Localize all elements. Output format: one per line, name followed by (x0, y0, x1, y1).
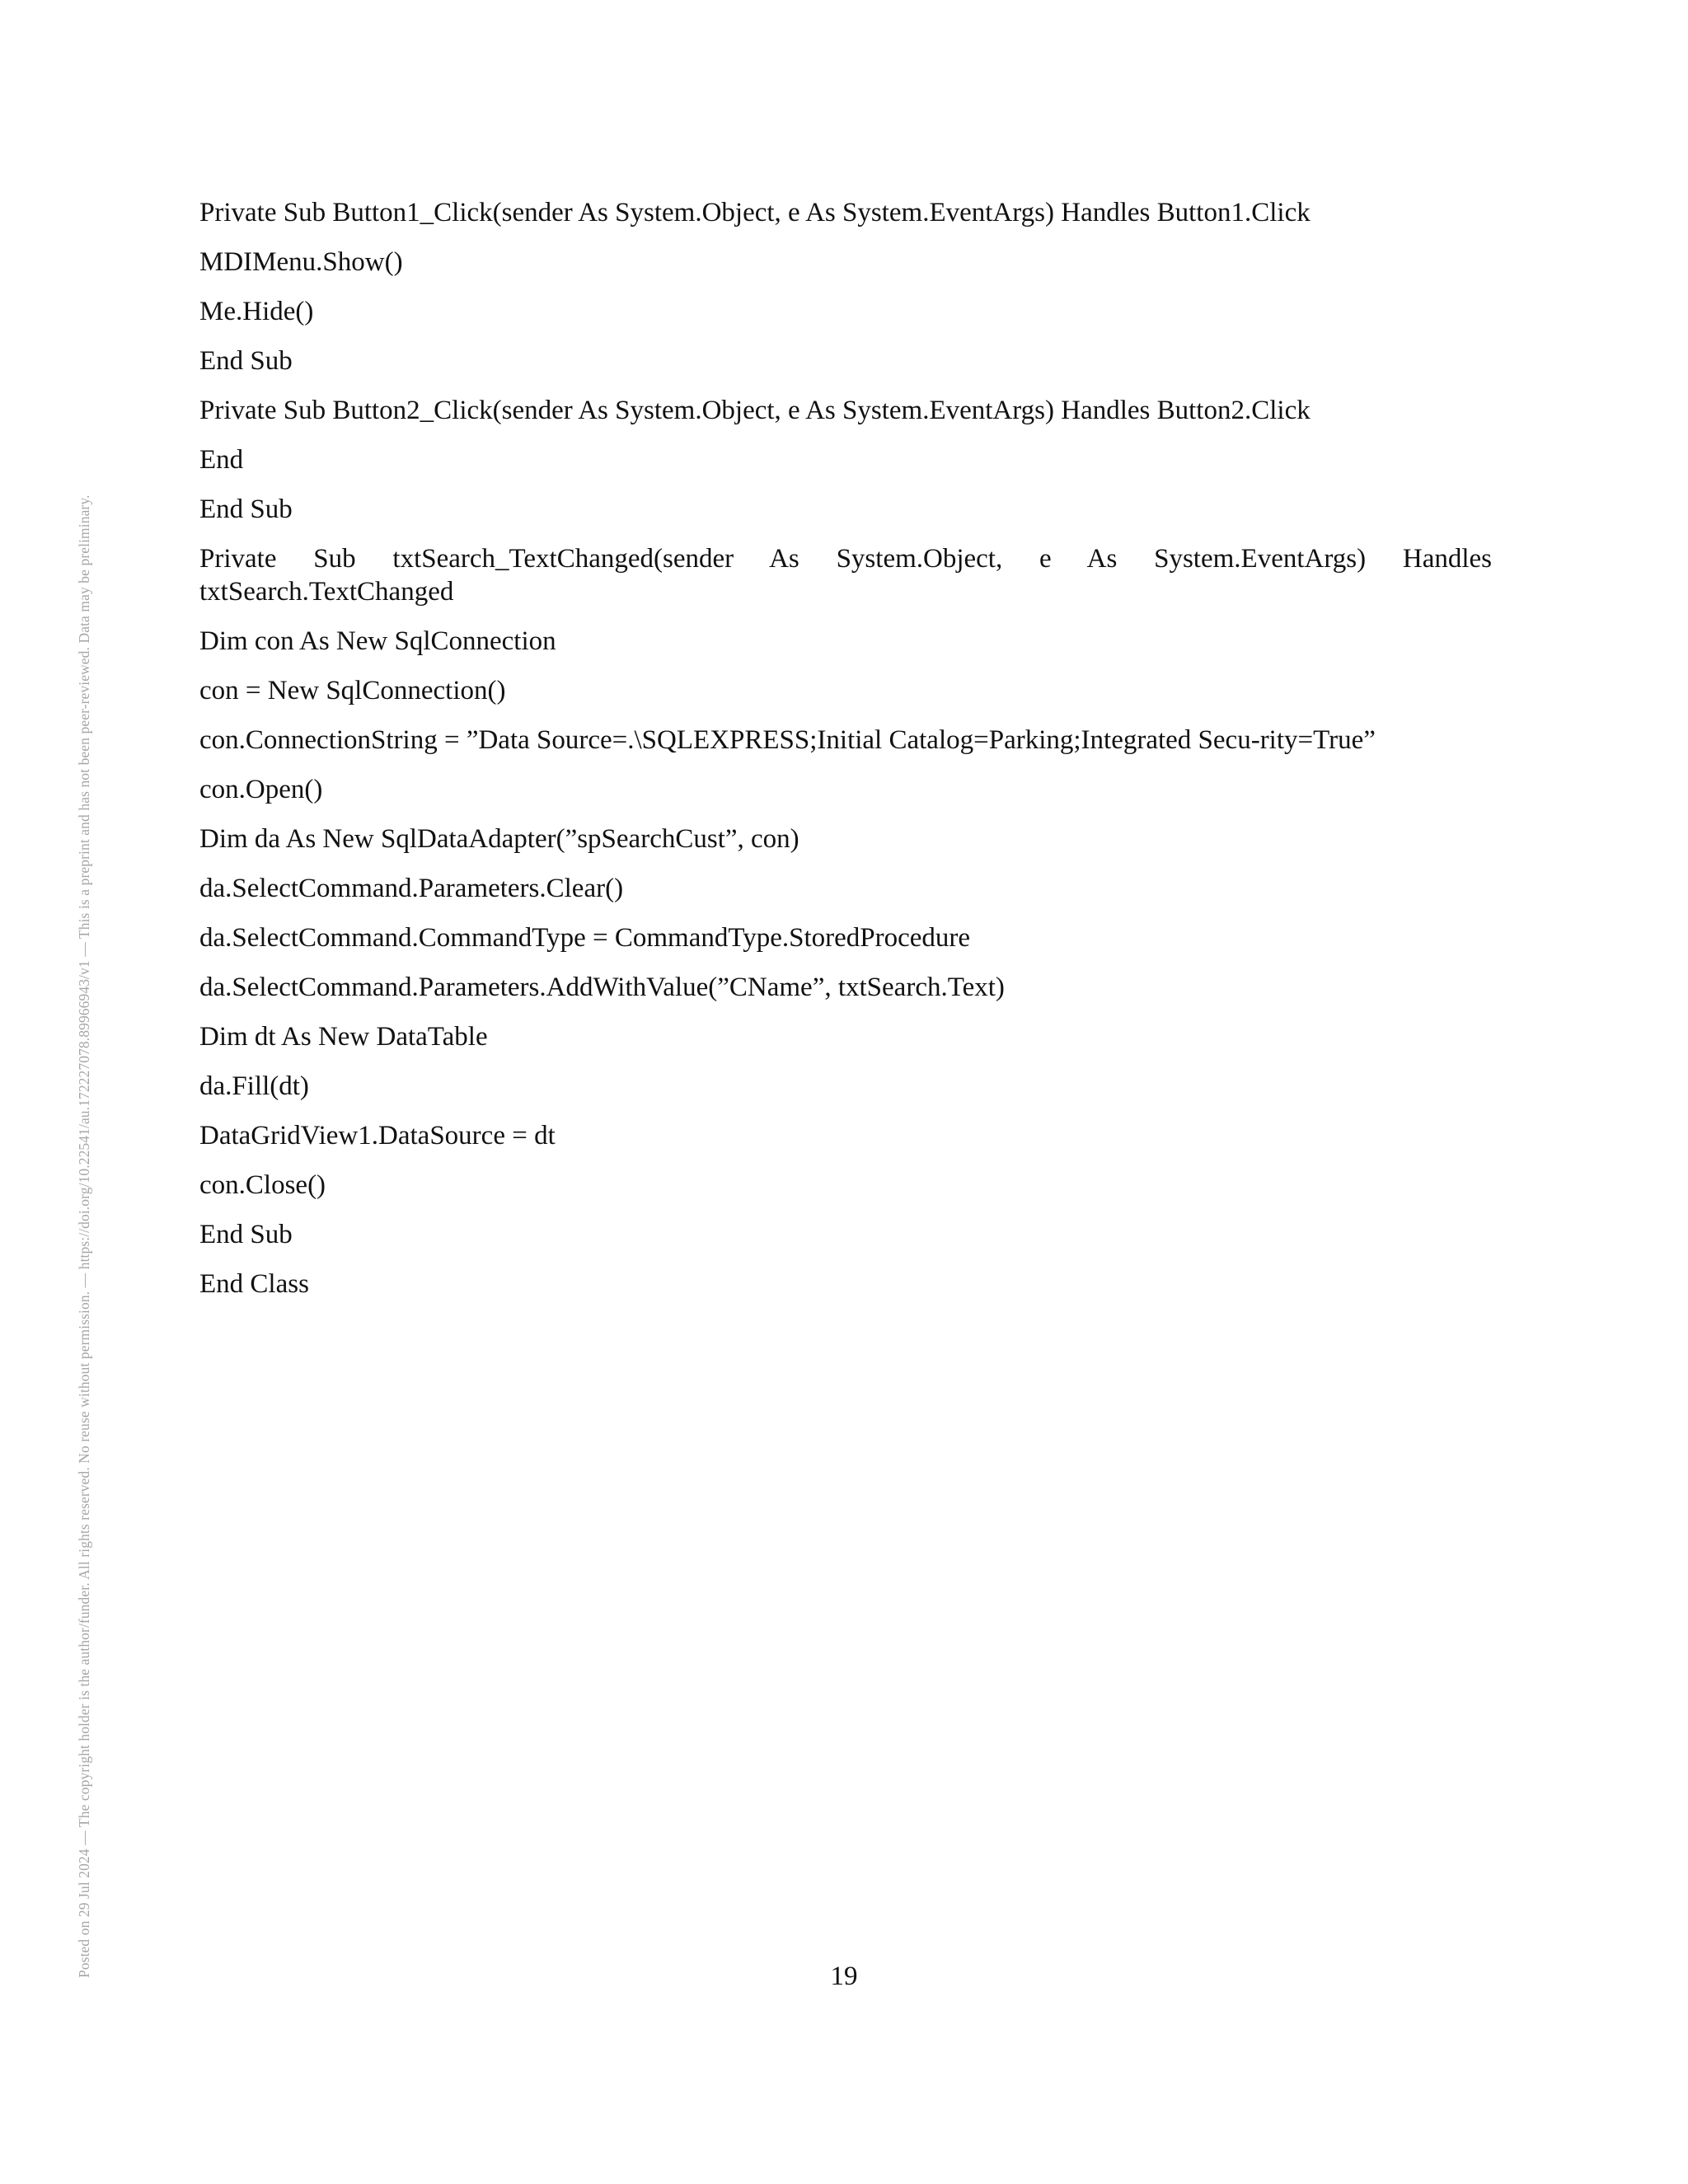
code-line: con = New SqlConnection() (199, 676, 506, 705)
code-line: da.SelectCommand.Parameters.AddWithValue(”CName”, txtSearch.Text) (199, 972, 1005, 1002)
code-line: End Class (199, 1269, 309, 1299)
code-line: Me.Hide() (199, 297, 314, 326)
code-line: da.SelectCommand.Parameters.Clear() (199, 874, 624, 903)
code-line: da.Fill(dt) (199, 1071, 309, 1101)
code-line: Dim dt As New DataTable (199, 1022, 488, 1052)
code-line: Dim con As New SqlConnection (199, 626, 556, 656)
code-line: con.ConnectionString = ”Data Source=.\SQLEXPRESS;Initial Catalog=Parking;Integrated Secu-rity=True” (199, 725, 1376, 755)
code-listing (199, 196, 1492, 1317)
code-line: DataGridView1.DataSource = dt (199, 1121, 556, 1151)
code-line: End (199, 445, 244, 475)
preprint-side-note: Posted on 29 Jul 2024 — The copyright holder is the author/funder. All rights reserved. No reuse without permission. — https://doi.org/10.22541/au.172227078.89966943/v1 — This is a preprint and has not been peer-reviewed. Data may be preliminary. (76, 494, 92, 1978)
code-line: con.Open() (199, 775, 323, 804)
code-line: End Sub (199, 1220, 293, 1249)
code-line: con.Close() (199, 1170, 326, 1200)
code-line: Private Sub txtSearch_TextChanged(sender As System.Object, e As System.EventArgs) Handles txtSearch.TextChanged (199, 544, 1492, 607)
code-line: da.SelectCommand.CommandType = CommandType.StoredProcedure (199, 923, 971, 953)
code-line: MDIMenu.Show() (199, 247, 403, 277)
page-number: 19 (830, 1961, 858, 1991)
code-line: End Sub (199, 494, 293, 524)
code-line: Private Sub Button1_Click(sender As System.Object, e As System.EventArgs) Handles Button1.Click (199, 198, 1311, 227)
code-line: Private Sub Button2_Click(sender As System.Object, e As System.EventArgs) Handles Button2.Click (199, 396, 1311, 425)
code-line: End Sub (199, 346, 293, 376)
code-line: Dim da As New SqlDataAdapter(”spSearchCust”, con) (199, 824, 799, 854)
